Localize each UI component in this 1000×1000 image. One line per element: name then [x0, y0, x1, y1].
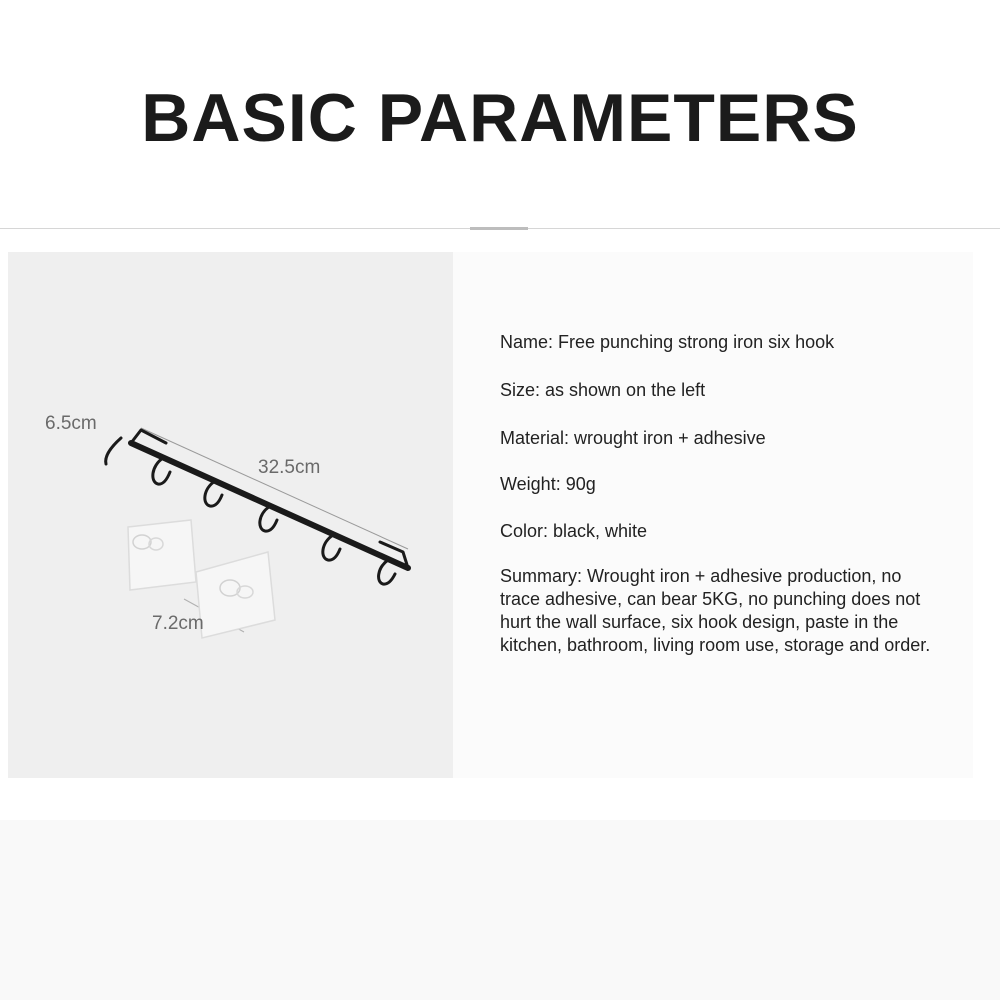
spec-weight: Weight: 90g: [500, 474, 596, 494]
product-illustration: [8, 252, 453, 778]
divider-accent: [470, 227, 528, 230]
pad-dimension-label: 7.2cm: [152, 613, 204, 634]
spec-color: Color: black, white: [500, 521, 648, 541]
height-dimension-label: 6.5cm: [45, 413, 97, 434]
spec-summary: Summary: Wrought iron + adhesive production, no trace adhesive, can bear 5KG, no punching does not hurt the wall surface, six hook design, paste in the kitchen, bathroom, living room use, storage and order.: [500, 566, 931, 655]
product-image-panel: [8, 252, 453, 778]
adhesive-pad-icon: [196, 552, 275, 638]
length-dimension-label: 32.5cm: [258, 457, 321, 478]
spec-material: Material: wrought iron + adhesive: [500, 428, 766, 448]
bottom-band: [0, 820, 1000, 1000]
spec-panel: [453, 252, 973, 778]
adhesive-pad-icon: [128, 520, 196, 590]
spec-name: Name: Free punching strong iron six hook: [500, 332, 835, 352]
page-title: BASIC PARAMETERS: [141, 80, 859, 156]
spec-size: Size: as shown on the left: [500, 380, 706, 400]
